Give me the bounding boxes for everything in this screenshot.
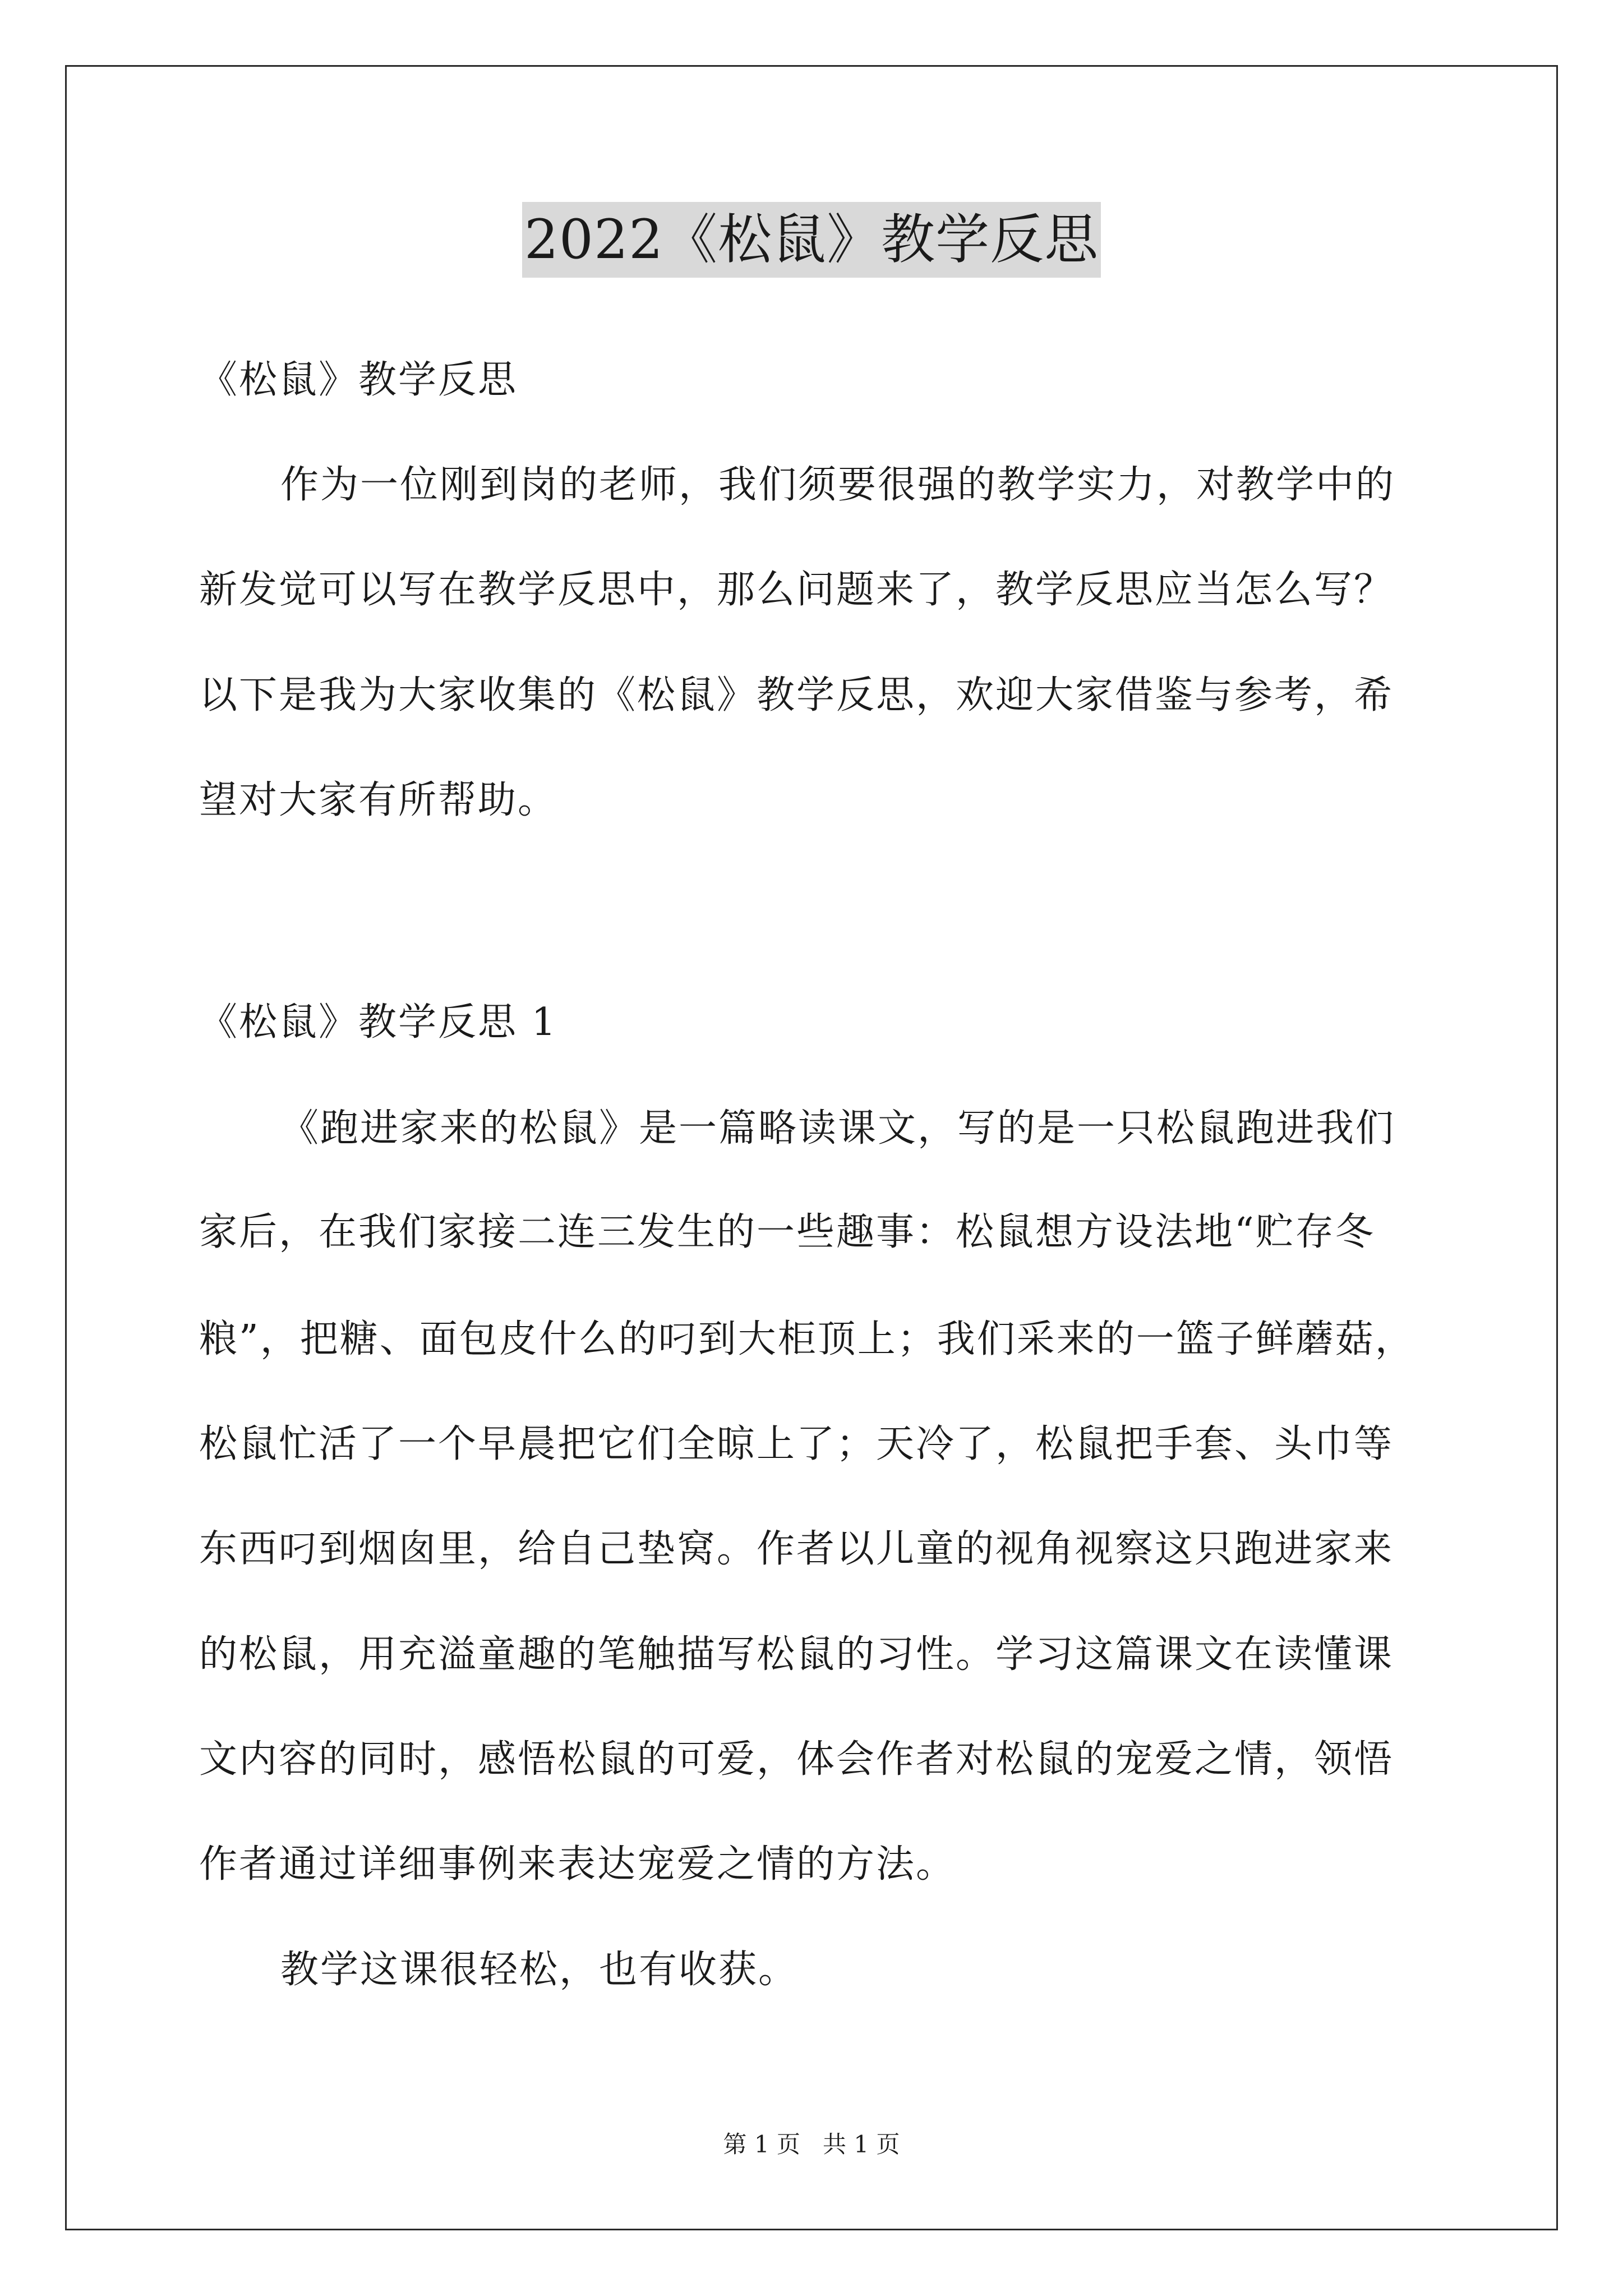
paragraph-line: 粮”，把糖、面包皮什么的叼到大柜顶上；我们采来的一篮子鲜蘑菇， xyxy=(199,1317,1415,1361)
paragraph-line: 作者通过详细事例来表达宠爱之情的方法。 xyxy=(199,1842,956,1887)
paragraph-line: 新发觉可以写在教学反思中，那么问题来了，教学反思应当怎么写？ xyxy=(199,568,1394,612)
paragraph-line: 家后，在我们家接二连三发生的一些趣事：松鼠想方设法地“贮存冬 xyxy=(199,1210,1375,1254)
paragraph-line: 东西叼到烟囱里，给自己垫窝。作者以儿童的视角视察这只跑进家来 xyxy=(199,1527,1394,1571)
title-container xyxy=(0,202,1623,278)
section-heading: 《松鼠》教学反思 xyxy=(199,358,518,402)
paragraph-line: 的松鼠，用充溢童趣的笔触描写松鼠的习性。学习这篇课文在读懂课 xyxy=(199,1632,1394,1677)
paragraph-line: 教学这课很轻松，也有收获。 xyxy=(280,1948,799,1992)
paragraph-line: 望对大家有所帮助。 xyxy=(199,778,558,822)
section-heading: 《松鼠》教学反思 1 xyxy=(199,1000,557,1045)
page-footer: 第 1 页 共 1 页 xyxy=(723,2131,900,2158)
paragraph-line: 以下是我为大家收集的《松鼠》教学反思，欢迎大家借鉴与参考，希 xyxy=(199,673,1394,717)
paragraph-line: 《跑进家来的松鼠》是一篇略读课文，写的是一只松鼠跑进我们 xyxy=(280,1106,1396,1151)
paragraph-line: 松鼠忙活了一个早晨把它们全晾上了；天冷了，松鼠把手套、头巾等 xyxy=(199,1422,1394,1466)
document-title: 2022《松鼠》教学反思 xyxy=(522,202,1101,278)
paragraph-line: 作为一位刚到岗的老师，我们须要很强的教学实力，对教学中的 xyxy=(280,463,1396,507)
paragraph-line: 文内容的同时，感悟松鼠的可爱，体会作者对松鼠的宠爱之情，领悟 xyxy=(199,1737,1394,1782)
